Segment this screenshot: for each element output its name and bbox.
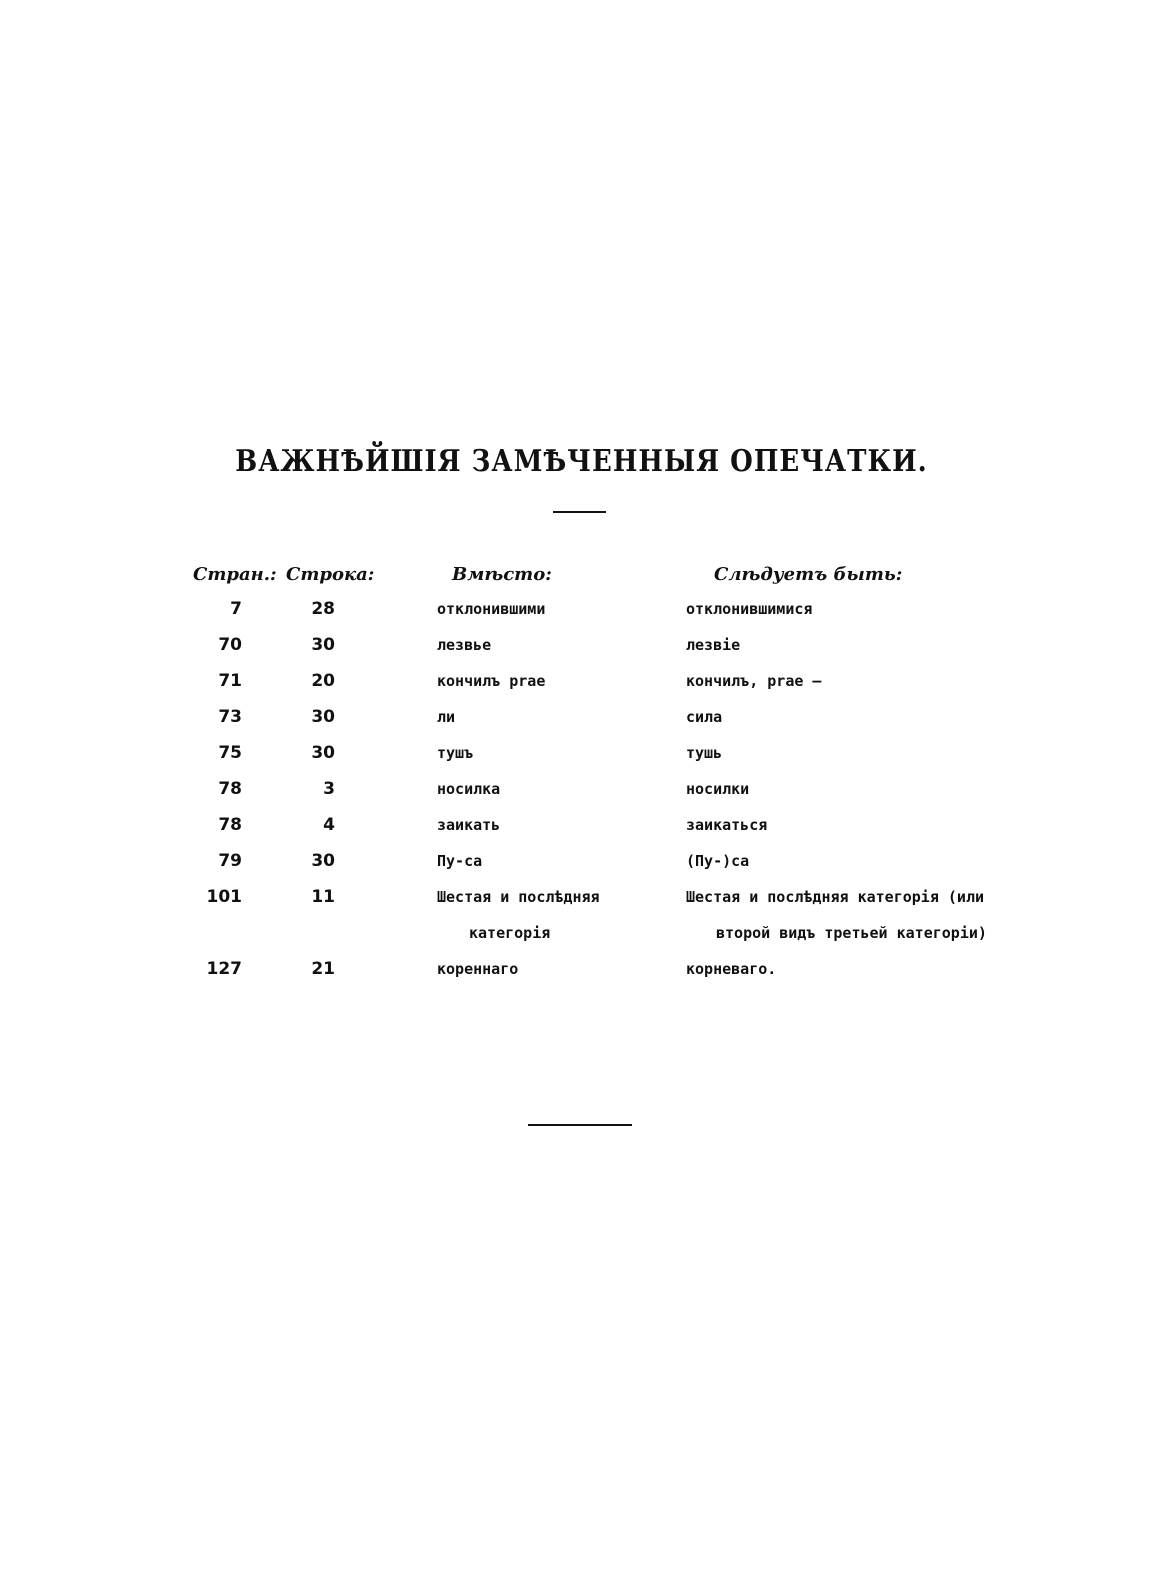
row-should-be: сила <box>686 708 723 726</box>
row-instead: лезвье <box>437 636 492 654</box>
bottom-divider <box>528 1124 632 1126</box>
table-row <box>0 771 1163 807</box>
table-row <box>0 735 1163 771</box>
row-line: 28 <box>311 599 335 619</box>
row-page: 73 <box>218 707 242 727</box>
row-instead: кончилъ prae <box>437 672 546 690</box>
row-line: 21 <box>311 959 335 979</box>
row-should-be: отклонившимися <box>686 600 813 618</box>
table-row <box>0 807 1163 843</box>
row-instead: носилка <box>437 780 501 798</box>
row-instead: заикать <box>437 816 501 834</box>
row-page: 78 <box>218 779 242 799</box>
row-should-be: корневаго. <box>686 960 777 978</box>
row-instead: Шестая и послѣдняя <box>437 888 600 906</box>
row-page: 101 <box>206 887 242 907</box>
row-line: 4 <box>323 815 335 835</box>
row-should-be: заикаться <box>686 816 768 834</box>
row-line: 30 <box>311 635 335 655</box>
row-instead: Пу-са <box>437 852 483 870</box>
row-should-be: (Пу-)са <box>686 852 750 870</box>
row-line: 30 <box>311 851 335 871</box>
row-instead: тушъ <box>437 744 474 762</box>
header-line: Строка: <box>286 564 375 585</box>
row-line: 30 <box>311 743 335 763</box>
row-line: 11 <box>311 887 335 907</box>
table-row <box>0 663 1163 699</box>
header-should-be: Слѣдуетъ быть: <box>714 564 903 585</box>
header-page: Стран.: <box>193 564 277 585</box>
row-should-be: лезвіе <box>686 636 741 654</box>
row-line: 30 <box>311 707 335 727</box>
table-row <box>0 699 1163 735</box>
row-page: 78 <box>218 815 242 835</box>
row-page: 7 <box>230 599 242 619</box>
row-page: 75 <box>218 743 242 763</box>
title-divider <box>553 511 606 513</box>
row-should-be: Шестая и послѣдняя категорія (или <box>686 888 985 906</box>
table-row <box>0 591 1163 627</box>
table-row <box>0 879 1163 915</box>
header-instead: Вмѣсто: <box>452 564 552 585</box>
row-instead: ли <box>437 708 456 726</box>
row-instead: отклонившими <box>437 600 546 618</box>
table-row <box>0 843 1163 879</box>
page-title: ВАЖНѢЙШІЯ ЗАМѢЧЕННЫЯ ОПЕЧАТКИ. <box>235 444 928 480</box>
row-should-be: носилки <box>686 780 750 798</box>
row-should-be: второй видъ третьей категоріи) <box>716 924 987 942</box>
table-row <box>0 951 1163 987</box>
row-line: 20 <box>311 671 335 691</box>
row-page: 71 <box>218 671 242 691</box>
row-page: 79 <box>218 851 242 871</box>
row-page: 127 <box>206 959 242 979</box>
row-instead: кореннаго <box>437 960 519 978</box>
row-line: 3 <box>323 779 335 799</box>
table-row <box>0 627 1163 663</box>
row-page: 70 <box>218 635 242 655</box>
row-should-be: тушь <box>686 744 723 762</box>
table-row-continuation <box>0 915 1163 951</box>
row-instead: категорія <box>469 924 551 942</box>
row-should-be: кончилъ, prae — <box>686 672 822 690</box>
